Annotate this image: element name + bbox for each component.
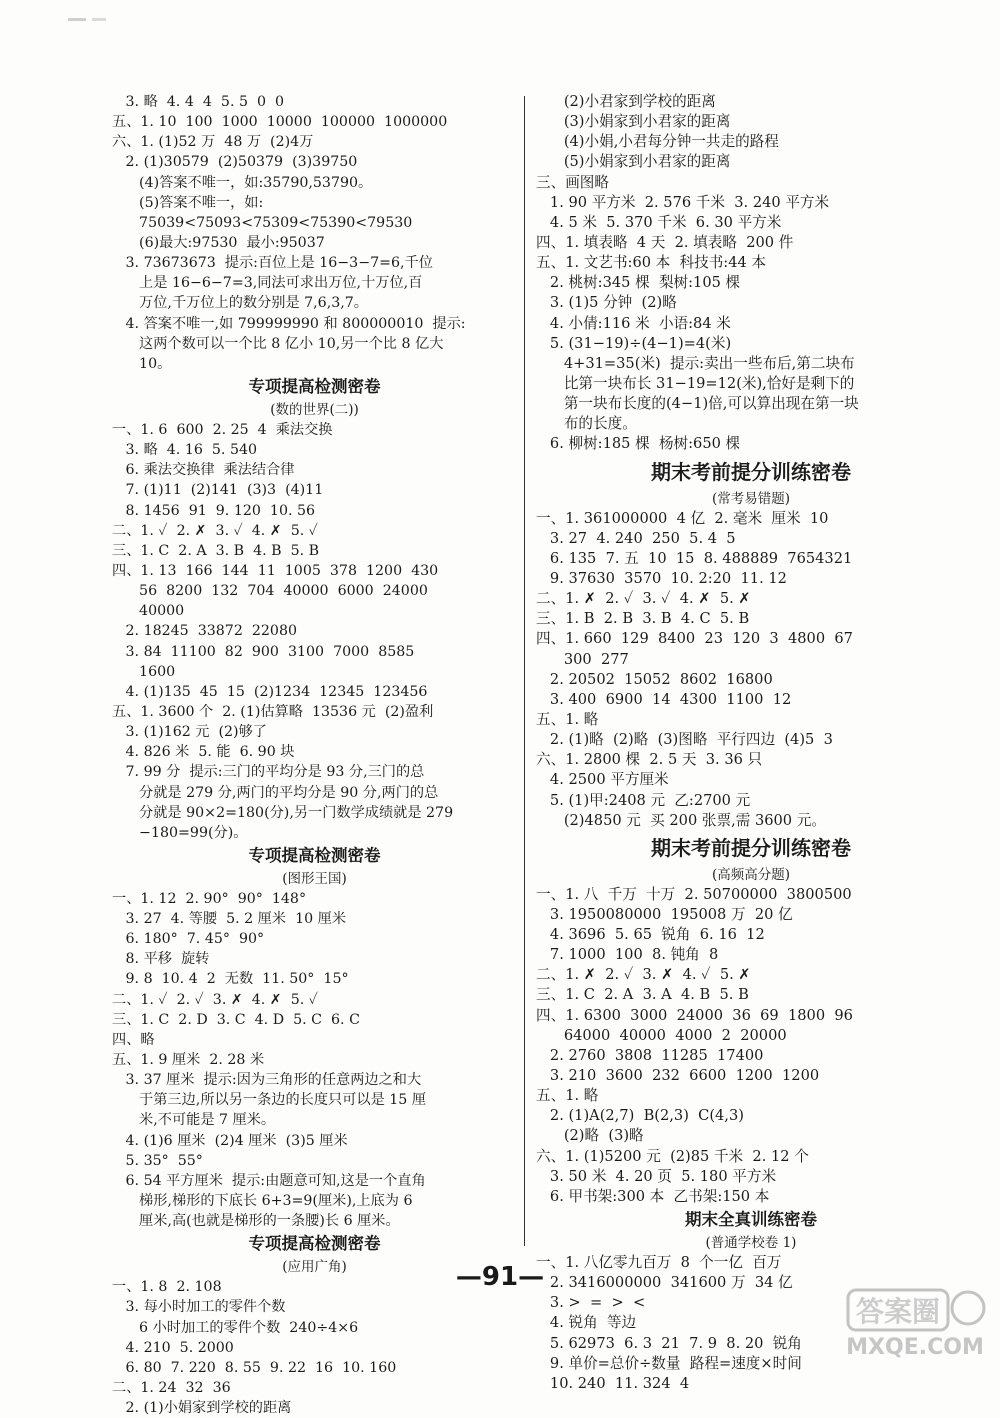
answer-line: 万位,千万位上的数分别是 7,6,3,7。 xyxy=(112,295,368,312)
section-subtitle: (数的世界(二)) xyxy=(270,401,359,418)
column-divider xyxy=(524,96,525,1246)
answer-line: 第一块布长度的(4−1)倍,可以算出现在第一块 xyxy=(536,395,859,413)
answer-line: 三、1. C 2. A 3. B 4. B 5. B xyxy=(112,542,320,559)
section-subtitle: (普通学校卷 1) xyxy=(705,1235,797,1252)
answer-line: 3. 84 11100 82 900 3100 7000 8585 xyxy=(112,643,415,660)
answer-line: 一、1. 8 2. 108 xyxy=(112,1279,222,1296)
answer-line: (6)最大:97530 最小:95037 xyxy=(112,234,325,251)
answer-line: 一、1. 八 千万 十万 2. 50700000 3800500 xyxy=(536,885,852,903)
answer-line: 2. 2760 3808 11285 17400 xyxy=(536,1046,764,1064)
answer-line: 布的长度。 xyxy=(536,415,637,433)
answer-line: 二、1. ✗ 2. ✓ 3. ✓ 4. ✗ 5. ✗ xyxy=(536,590,751,608)
answer-line: 三、画图略 xyxy=(536,173,609,191)
answer-line: 一、1. 6 600 2. 25 4 乘法交换 xyxy=(112,421,333,438)
answer-line: 三、1. C 2. D 3. C 4. D 5. C 6. C xyxy=(112,1011,360,1028)
answer-line: 3. 400 6900 14 4300 1100 12 xyxy=(536,690,792,708)
answer-line: 3. 1950080000 195008 万 20 亿 xyxy=(536,905,793,923)
answer-line: 6 小时加工的零件个数 240÷4×6 xyxy=(112,1319,359,1336)
section-subtitle: (常考易错题) xyxy=(711,490,791,507)
answer-line: 分就是 90×2=180(分),另一门数学成绩就是 279 xyxy=(112,804,454,821)
answer-line: 五、1. 10 100 1000 10000 100000 1000000 xyxy=(112,114,448,131)
answer-line: 三、1. B 2. B 3. B 4. C 5. B xyxy=(536,610,750,628)
answer-line: 75039<75093<75309<75390<79530 xyxy=(112,214,413,231)
answer-line: 5. (1)甲:2408 元 乙:2700 元 xyxy=(536,791,751,809)
watermark-logo xyxy=(840,1284,990,1359)
right-column xyxy=(536,92,966,1394)
page-number: —91— xyxy=(455,1262,545,1292)
answer-line: 六、1. (1)5200 元 (2)85 千米 2. 12 个 xyxy=(536,1147,809,1165)
answer-line: 6. 柳树:185 棵 杨树:650 棵 xyxy=(536,435,741,453)
answer-line: 四、1. 6300 3000 24000 36 69 1800 96 xyxy=(536,1006,853,1024)
answer-line: 3. 每小时加工的零件个数 xyxy=(112,1299,286,1316)
answer-line: 6. 80 7. 220 8. 55 9. 22 16 10. 160 xyxy=(112,1359,397,1376)
answer-line: 8. 1456 91 9. 120 10. 56 xyxy=(112,502,316,519)
answer-line: 五、1. 文艺书:60 本 科技书:44 本 xyxy=(536,254,767,272)
answer-line: 3. > = > < xyxy=(536,1294,646,1312)
watermark-url: MXQE.COM xyxy=(846,1335,984,1359)
answer-line: 五、1. 略 xyxy=(536,710,599,728)
answer-line: 9. 37630 3570 10. 2:20 11. 12 xyxy=(536,569,787,587)
section-title: 期末考前提分训练密卷 xyxy=(651,459,851,484)
answer-line: 三、1. C 2. A 3. A 4. B 5. B xyxy=(536,986,749,1004)
answer-line: 2. (1)略 (2)略 (3)图略 平行四边 (4)5 3 xyxy=(536,731,833,749)
section-title: 专项提高检测密卷 xyxy=(248,1234,381,1254)
answer-line: 6. 180° 7. 45° 90° xyxy=(112,931,265,948)
answer-line: 1. 90 平方米 2. 576 千米 3. 240 平方米 xyxy=(536,193,830,211)
section-title: 期末考前提分训练密卷 xyxy=(651,835,851,860)
answer-line: (5)答案不唯一，如: xyxy=(112,194,264,211)
answer-line: 4. 2500 平方厘米 xyxy=(536,771,669,789)
answer-line: 6. 甲书架:300 本 乙书架:150 本 xyxy=(536,1187,770,1205)
answer-line: (4)答案不唯一，如:35790,53790。 xyxy=(112,174,373,191)
answer-line: 5. (31−19)÷(4−1)=4(米) xyxy=(536,334,732,352)
answer-line: 厘米,高(也就是梯形的一条腰)长 6 厘米。 xyxy=(112,1213,400,1230)
answer-line: 1600 xyxy=(112,663,176,680)
answer-line: 2. 20502 15052 8602 16800 xyxy=(536,670,773,688)
answer-line: 3. (1)5 分钟 (2)略 xyxy=(536,294,677,312)
answer-line: 8. 平移 旋转 xyxy=(112,951,210,968)
answer-line: 4. 5 米 5. 370 千米 6. 30 平方米 xyxy=(536,213,782,231)
watermark-text: 答案圈 xyxy=(855,1295,941,1328)
answer-line: 3. 210 3600 232 6600 1200 1200 xyxy=(536,1067,820,1085)
answer-line: 2. (1)A(2,7) B(2,3) C(4,3) xyxy=(536,1107,744,1125)
answer-line: 4. 答案不唯一,如 799999990 和 800000010 提示: xyxy=(112,315,466,332)
answer-line: 7. (1)11 (2)141 (3)3 (4)11 xyxy=(112,482,324,499)
answer-line: 3. 27 4. 等腰 5. 2 厘米 10 厘米 xyxy=(112,911,347,928)
answer-line: 四、1. 660 129 8400 23 120 3 4800 67 xyxy=(536,630,853,648)
answer-line: 米,不可能是 7 厘米。 xyxy=(112,1112,276,1129)
section-subtitle: (图形王国) xyxy=(282,870,347,887)
answer-line: 64000 40000 4000 2 20000 xyxy=(536,1026,787,1044)
answer-line: 9. 8 10. 4 2 无数 11. 50° 15° xyxy=(112,971,349,988)
answer-line: 4. 210 5. 2000 xyxy=(112,1339,234,1356)
answer-line: 5. 35° 55° xyxy=(112,1152,203,1169)
answer-line: 四、1. 13 166 144 11 1005 378 1200 430 xyxy=(112,562,439,579)
answer-line: 一、1. 361000000 4 亿 2. 毫米 厘米 10 xyxy=(536,509,829,527)
left-column xyxy=(112,92,517,1418)
answer-line: 一、1. 12 2. 90° 90° 148° xyxy=(112,890,307,907)
answer-line: (2)略 (3)略 xyxy=(536,1127,644,1145)
answer-line: 五、1. 3600 个 2. (1)估算略 13536 元 (2)盈利 xyxy=(112,703,434,720)
answer-line: (2)4850 元 买 200 张票,需 3600 元。 xyxy=(536,811,826,829)
answer-line: 10。 xyxy=(112,355,172,372)
section-title: 期末全真训练密卷 xyxy=(685,1210,817,1230)
answer-line: 二、1. ✓ 2. ✗ 3. ✓ 4. ✗ 5. ✓ xyxy=(112,522,318,539)
answer-line: 3. 73673673 提示:百位上是 16−3−7=6,千位 xyxy=(112,255,433,272)
answer-line: 9. 单价=总价÷数量 路程=速度×时间 xyxy=(536,1354,802,1372)
answer-line: 五、1. 略 xyxy=(536,1087,599,1105)
answer-line: (3)小娟家到小君家的距离 xyxy=(536,113,731,131)
answer-line: (5)小娟家到小君家的距离 xyxy=(536,153,731,171)
answer-line: 3. 略 4. 4 4 5. 5 0 0 xyxy=(112,94,285,110)
answer-line: 梯形,梯形的下底长 6+3=9(厘米),上底为 6 xyxy=(112,1193,413,1210)
answer-line: 分就是 279 分,两门的平均分是 90 分,两门的总 xyxy=(112,784,439,801)
answer-line: 4. 3696 5. 65 锐角 6. 16 12 xyxy=(536,926,765,944)
answer-line: 五、1. 9 厘米 2. 28 米 xyxy=(112,1052,265,1069)
answer-line: 4. (1)135 45 15 (2)1234 12345 123456 xyxy=(112,683,428,700)
answer-line: 4. (1)6 厘米 (2)4 厘米 (3)5 厘米 xyxy=(112,1132,348,1149)
answer-line: 2. 桃树:345 棵 梨树:105 棵 xyxy=(536,274,741,292)
answer-line: 4. 小倩:116 米 小语:84 米 xyxy=(536,314,731,332)
answer-line: 2. 18245 33872 22080 xyxy=(112,623,298,640)
answer-line: 40000 xyxy=(112,603,185,620)
section-subtitle: (高频高分题) xyxy=(711,866,791,883)
answer-line: 6. 乘法交换律 乘法结合律 xyxy=(112,462,295,479)
answer-line: 二、1. 24 32 36 xyxy=(112,1380,231,1397)
answer-line: 10. 240 11. 324 4 xyxy=(536,1374,690,1392)
answer-line: 2. (1)小娟家到学校的距离 xyxy=(112,1400,292,1417)
answer-line: (4)小娟,小君每分钟一共走的路程 xyxy=(536,133,779,151)
answer-line: 六、1. 2800 棵 2. 5 天 3. 36 只 xyxy=(536,751,763,769)
answer-line: 四、略 xyxy=(112,1031,155,1048)
section-title: 专项提高检测密卷 xyxy=(248,845,381,865)
answer-line: 4. 826 米 5. 能 6. 90 块 xyxy=(112,744,295,761)
answer-line: 四、1. 填表略 4 天 2. 填表略 200 件 xyxy=(536,233,794,251)
answer-line: 2. (1)30579 (2)50379 (3)39750 xyxy=(112,154,358,171)
answer-line: 上是 16−6−7=3,同法可求出万位,十万位,百 xyxy=(112,275,423,292)
answer-line: 这两个数可以一个比 8 亿小 10,另一个比 8 亿大 xyxy=(112,335,444,352)
answer-line: 6. 135 7. 五 10 15 8. 488889 7654321 xyxy=(536,549,853,567)
answer-line: 56 8200 132 704 40000 6000 24000 xyxy=(112,583,428,600)
answer-line: (2)小君家到学校的距离 xyxy=(536,93,716,110)
answer-line: 4+31=35(米) 提示:卖出一些布后,第二块布 xyxy=(536,354,855,372)
answer-line: 7. 1000 100 8. 钝角 8 xyxy=(536,946,719,964)
answer-line: 于第三边,所以另一条边的长度只可以是 15 厘 xyxy=(112,1092,427,1109)
top-edge-mark xyxy=(68,8,108,14)
section-subtitle: (应用广角) xyxy=(282,1259,347,1276)
answer-line: 二、1. ✓ 2. ✓ 3. ✗ 4. ✗ 5. ✓ xyxy=(112,991,318,1008)
answer-line: 3. (1)162 元 (2)够了 xyxy=(112,724,267,741)
answer-line: 3. 50 米 4. 20 页 5. 180 平方米 xyxy=(536,1167,777,1185)
section-title: 专项提高检测密卷 xyxy=(248,376,381,396)
answer-line: 2. 3416000000 341600 万 34 亿 xyxy=(536,1274,793,1292)
answer-line: 3. 略 4. 16 5. 540 xyxy=(112,442,258,459)
answer-line: 6. 54 平方厘米 提示:由题意可知,这是一个直角 xyxy=(112,1172,426,1189)
answer-line: 5. 62973 6. 3 21 7. 9 8. 20 锐角 xyxy=(536,1334,802,1352)
answer-line: 二、1. ✗ 2. ✓ 3. ✗ 4. ✓ 5. ✗ xyxy=(536,966,751,984)
answer-line: 3. 27 4. 240 250 5. 4 5 xyxy=(536,529,736,547)
answer-line: 4. 锐角 等边 xyxy=(536,1314,637,1332)
answer-line: 3. 37 厘米 提示:因为三角形的任意两边之和大 xyxy=(112,1072,422,1089)
answer-line: −180=99(分)。 xyxy=(112,824,248,841)
answer-line: 比第一块布长 31−19=12(米),恰好是剩下的 xyxy=(536,374,855,392)
answer-line: 7. 99 分 提示:三门的平均分是 93 分,三门的总 xyxy=(112,764,425,781)
answer-line: 一、1. 八亿零九百万 8 个一亿 百万 xyxy=(536,1254,782,1272)
answer-line: 六、1. (1)52 万 48 万 (2)4万 xyxy=(112,134,314,151)
answer-line: 300 277 xyxy=(536,650,629,668)
